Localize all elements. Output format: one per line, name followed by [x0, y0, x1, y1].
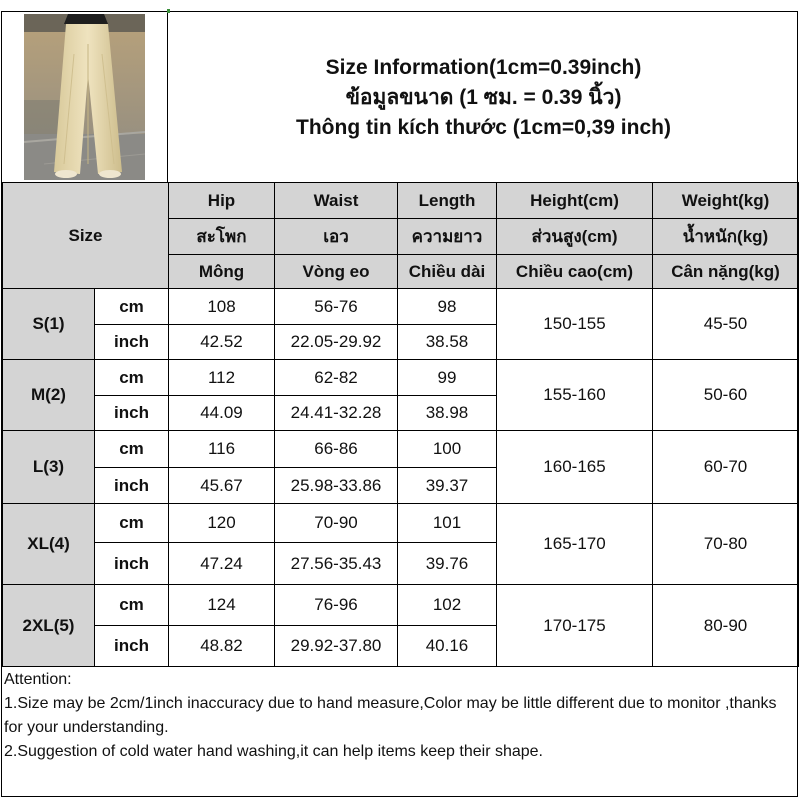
weight-cell: 70-80 — [653, 504, 799, 585]
height-cell: 165-170 — [497, 504, 653, 585]
waist-cell: 27.56-35.43 — [275, 543, 398, 585]
length-cell: 99 — [398, 360, 497, 396]
hip-cell: 116 — [169, 431, 275, 468]
size-information-title — [168, 14, 799, 182]
length-cell: 100 — [398, 431, 497, 468]
height-cell: 170-175 — [497, 585, 653, 667]
unit-cell: inch — [95, 396, 169, 431]
height-header-vietnamese: Chiều cao(cm) — [497, 255, 653, 289]
title-english: Size Information(1cm=0.39inch) — [325, 56, 642, 79]
waist-cell: 66-86 — [275, 431, 398, 468]
height-cell: 160-165 — [497, 431, 653, 504]
table-row — [3, 360, 799, 396]
unit-cell: cm — [95, 289, 169, 325]
unit-cell: cm — [95, 360, 169, 396]
size-cell: 2XL(5) — [3, 585, 95, 667]
corner-marker — [167, 9, 170, 13]
length-cell: 102 — [398, 585, 497, 626]
hip-cell: 44.09 — [169, 396, 275, 431]
attention-note-1: 1.Size may be 2cm/1inch inaccuracy due to hand measure,Color may be little different due to monitor ,thanks for your understanding. — [4, 695, 777, 736]
table-row — [3, 431, 799, 468]
unit-cell: inch — [95, 626, 169, 667]
attention-heading: Attention: — [4, 671, 72, 688]
header-divider — [167, 11, 168, 182]
hip-cell: 47.24 — [169, 543, 275, 585]
length-header: Length — [398, 183, 497, 219]
hip-cell: 112 — [169, 360, 275, 396]
hip-cell: 108 — [169, 289, 275, 325]
product-photo — [24, 14, 145, 180]
unit-cell: inch — [95, 543, 169, 585]
height-header: Height(cm) — [497, 183, 653, 219]
weight-header: Weight(kg) — [653, 183, 799, 219]
length-cell: 38.98 — [398, 396, 497, 431]
weight-cell: 45-50 — [653, 289, 799, 360]
size-cell: XL(4) — [3, 504, 95, 585]
hip-cell: 48.82 — [169, 626, 275, 667]
hip-header-thai: สะโพก — [169, 219, 275, 255]
height-header-thai: ส่วนสูง(cm) — [497, 219, 653, 255]
hip-cell: 120 — [169, 504, 275, 543]
waist-header: Waist — [275, 183, 398, 219]
unit-cell: inch — [95, 468, 169, 504]
unit-cell: cm — [95, 504, 169, 543]
title-thai: ข้อมูลขนาด (1 ซม. = 0.39 นิ้ว) — [345, 86, 622, 109]
unit-cell: cm — [95, 431, 169, 468]
length-cell: 40.16 — [398, 626, 497, 667]
hip-cell: 45.67 — [169, 468, 275, 504]
hip-header: Hip — [169, 183, 275, 219]
hip-header-vietnamese: Mông — [169, 255, 275, 289]
weight-header-vietnamese: Cân nặng(kg) — [653, 255, 799, 289]
length-cell: 39.37 — [398, 468, 497, 504]
size-table — [2, 182, 799, 667]
weight-cell: 60-70 — [653, 431, 799, 504]
waist-header-vietnamese: Vòng eo — [275, 255, 398, 289]
header-row-english — [3, 183, 799, 219]
waist-cell: 22.05-29.92 — [275, 325, 398, 360]
waist-cell: 24.41-32.28 — [275, 396, 398, 431]
size-cell: S(1) — [3, 289, 95, 360]
length-header-vietnamese: Chiều dài — [398, 255, 497, 289]
size-header: Size — [3, 183, 169, 289]
length-cell: 98 — [398, 289, 497, 325]
weight-header-thai: น้ำหนัก(kg) — [653, 219, 799, 255]
unit-cell: inch — [95, 325, 169, 360]
weight-cell: 50-60 — [653, 360, 799, 431]
waist-cell: 62-82 — [275, 360, 398, 396]
attention-notes — [4, 668, 796, 796]
waist-cell: 70-90 — [275, 504, 398, 543]
title-vietnamese: Thông tin kích thước (1cm=0,39 inch) — [296, 116, 671, 139]
length-header-thai: ความยาว — [398, 219, 497, 255]
hip-cell: 124 — [169, 585, 275, 626]
unit-cell: cm — [95, 585, 169, 626]
table-row — [3, 585, 799, 626]
table-row — [3, 289, 799, 325]
waist-header-thai: เอว — [275, 219, 398, 255]
table-row — [3, 504, 799, 543]
length-cell: 39.76 — [398, 543, 497, 585]
waist-cell: 29.92-37.80 — [275, 626, 398, 667]
waist-cell: 25.98-33.86 — [275, 468, 398, 504]
waist-cell: 76-96 — [275, 585, 398, 626]
hip-cell: 42.52 — [169, 325, 275, 360]
waist-cell: 56-76 — [275, 289, 398, 325]
height-cell: 150-155 — [497, 289, 653, 360]
size-cell: L(3) — [3, 431, 95, 504]
length-cell: 101 — [398, 504, 497, 543]
weight-cell: 80-90 — [653, 585, 799, 667]
height-cell: 155-160 — [497, 360, 653, 431]
length-cell: 38.58 — [398, 325, 497, 360]
attention-note-2: 2.Suggestion of cold water hand washing,it can help items keep their shape. — [4, 743, 543, 760]
model-wide-leg-trousers-image — [24, 14, 145, 180]
size-cell: M(2) — [3, 360, 95, 431]
